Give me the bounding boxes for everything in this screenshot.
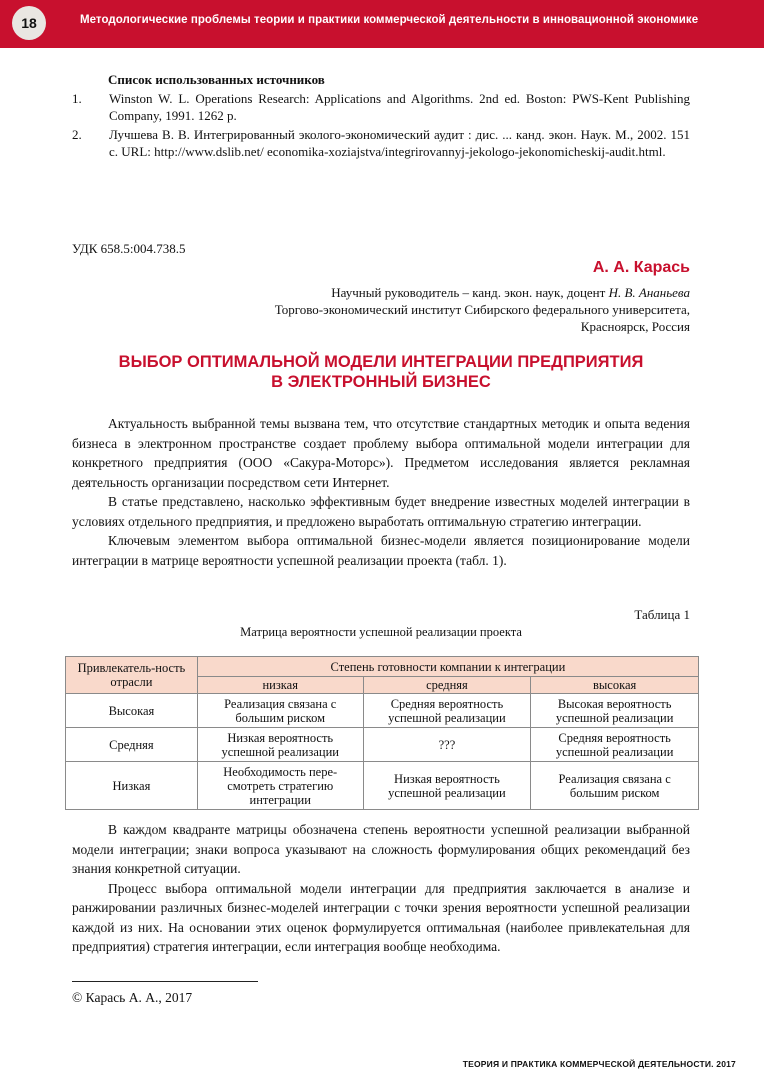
table-cell: Низкая вероятность успешной реализации [363,762,531,810]
advisor-name: Н. В. Ананьева [608,285,690,300]
body-text-intro [72,414,690,570]
advisor-prefix: Научный руководитель – канд. экон. наук, доцент [331,285,609,300]
column-header: высокая [531,677,699,694]
running-title: Методологические проблемы теории и практики коммерческой деятельности в инновационной экономике [80,14,699,26]
reference-item [72,90,690,124]
table-caption: Матрица вероятности успешной реализации проекта [240,625,522,639]
group-header-cell: Степень готовности компании к интеграции [197,657,698,677]
reference-number: 1. [72,91,82,106]
reference-text: Winston W. L. Operations Research: Applications and Algorithms. 2nd ed. Boston: PWS-Kent Publishing Company, 1991. 1262 р. [109,91,690,123]
column-header: низкая [197,677,363,694]
reference-item [72,126,690,160]
table-cell: Высокая вероятность успешной реализации [531,694,699,728]
row-label: Низкая [66,762,198,810]
article-title [72,352,690,392]
references-title: Список использованных источников [108,72,325,87]
table-cell: Средняя вероятность успешной реализации [531,728,699,762]
table-cell: ??? [363,728,531,762]
table-cell: Реализация связана с большим риском [531,762,699,810]
column-header: средняя [363,677,531,694]
reference-number: 2. [72,127,82,142]
journal-footer: ТЕОРИЯ И ПРАКТИКА КОММЕРЧЕСКОЙ ДЕЯТЕЛЬНОСТИ. 2017 [462,1059,736,1069]
table-cell: Необходимость пере-смотреть стратегию интеграции [197,762,363,810]
paragraph: В каждом квадранте матрицы обозначена степень вероятности успешной реализации выбранной модели интеграции; знаки вопроса указывают на сложность формулирования общих рекомендаций без знания конкретной ситуации. [72,822,690,876]
author-name: А. А. Карась [592,259,690,276]
row-header-cell: Привлекатель-ность отрасли [66,657,198,694]
table-row [66,728,699,762]
row-label: Средняя [66,728,198,762]
table-cell: Реализация связана с большим риском [197,694,363,728]
paragraph: В статье представлено, насколько эффективным будет внедрение известных моделей интеграции в условиях отдельного предприятия, и предложено выработать оптимальную стратегию интеграции. [72,494,690,529]
institution: Торгово-экономический институт Сибирского федерального университета, [274,302,690,317]
article-title-line: В ЭЛЕКТРОННЫЙ БИЗНЕС [271,373,491,391]
udk-code: УДК 658.5:004.738.5 [72,241,186,256]
table-cell: Средняя вероятность успешной реализации [363,694,531,728]
copyright-footnote: © Карась А. А., 2017 [72,990,193,1005]
table-label: Таблица 1 [634,607,690,622]
body-text-conclusion [72,820,690,957]
page-number-badge: 18 [12,6,46,40]
table-row [66,694,699,728]
paragraph: Актуальность выбранной темы вызвана тем, что отсутствие стандартных методик и опыта ведения бизнеса в электронном пространстве создает проблему выбора оптимальной модели интеграции для конкретного предприятия (ООО «Сакура-Моторс»). Предметом исследования является рекламная деятельность организации посредством сети Интернет. [72,416,690,490]
references-list [72,90,690,162]
location: Красноярск, Россия [580,319,690,334]
article-title-line: ВЫБОР ОПТИМАЛЬНОЙ МОДЕЛИ ИНТЕГРАЦИИ ПРЕДПРИЯТИЯ [118,353,644,371]
reference-text: Лучшева В. В. Интегрированный эколого-экономический аудит : дис. ... канд. экон. Наук. М., 2002. 151 с. URL: http://www.dslib.net/ economika-xoziajstva/integrirovannyj-jekologo-jekonomicheskij-audit.html. [109,127,690,159]
table-header-row [66,657,699,677]
header-band [0,0,764,48]
affiliation [130,284,690,335]
probability-matrix-table [65,656,699,810]
table-cell: Низкая вероятность успешной реализации [197,728,363,762]
paragraph: Процесс выбора оптимальной модели интеграции для предприятия заключается в анализе и ранжировании различных бизнес-моделей интеграции с точки зрения вероятности успешной реализации каждой из них. На основании этих оценок формулируется оптимальная (наиболее привлекательная для предприятия) стратегия интеграции, если интеграция вообще необходима. [72,880,690,954]
table-row [66,762,699,810]
paragraph: Ключевым элементом выбора оптимальной бизнес-модели является позиционирование модели интеграции в матрице вероятности успешной реализации проекта (табл. 1). [72,533,690,568]
advisor-line [130,284,690,301]
row-label: Высокая [66,694,198,728]
footnote-divider [72,981,258,982]
